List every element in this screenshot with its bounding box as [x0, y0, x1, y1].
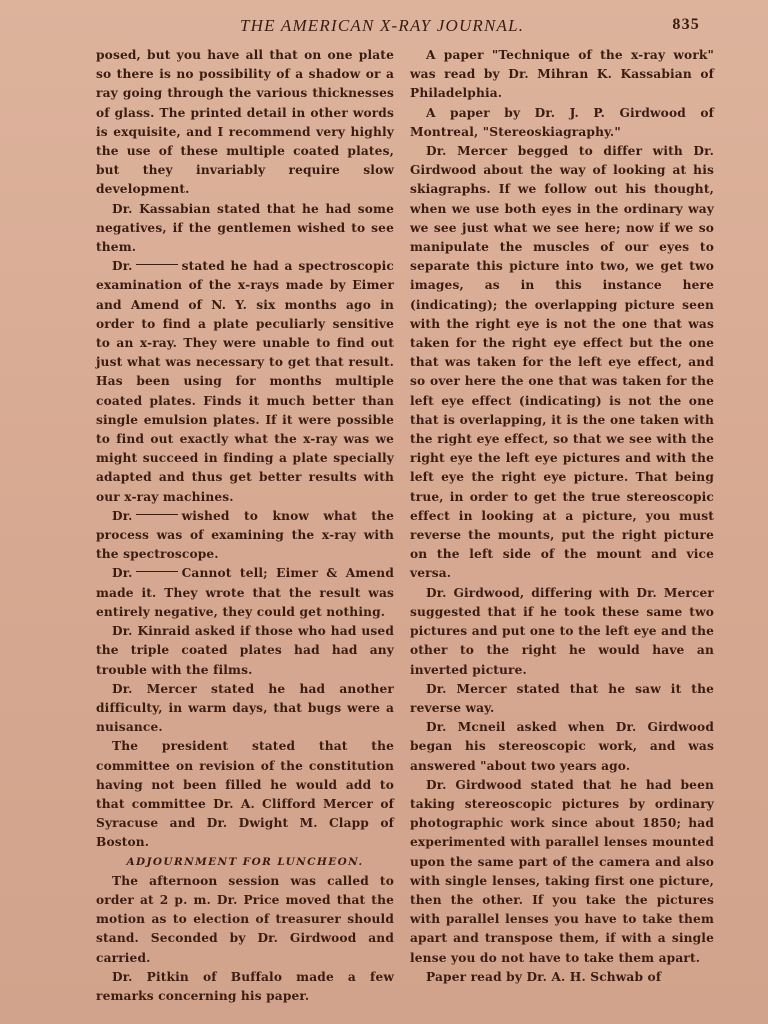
paragraph: A paper "Technique of the x-ray work" was read by Dr. Mihran K. Kassabian of Philadelphia. [410, 48, 714, 101]
paragraph: Dr. Kinraid asked if those who had used the triple coated plates had had any trouble with the films. [96, 624, 394, 677]
speaker-prefix: Dr. [112, 508, 133, 523]
paragraph: Dr. Mercer stated that he saw it the reverse way. [410, 681, 714, 715]
redacted-name-rule [136, 571, 178, 572]
paragraph: Dr. Mcneil asked when Dr. Girdwood began his stereoscopic work, and was answered "about two years ago. [410, 720, 714, 773]
paragraph [96, 507, 394, 565]
right-column [410, 46, 714, 987]
paragraph: Dr. Girdwood stated that he had been taking stereoscopic pictures by ordinary photographic work since about 1850; had experimented with parallel lenses mounted upon the same part of the camera and also with single lenses, taking first one picture, then the other. If you take the pictures with parallel lenses you have to take them apart and transpose them, if with a single lense you do not have to take them apart. [410, 777, 714, 965]
paragraph: Dr. Mercer stated he had another difficulty, in warm days, that bugs were a nuisance. [96, 681, 394, 735]
speaker-prefix: Dr. [112, 259, 133, 274]
paragraph: Paper read by Dr. A. H. Schwab of [426, 969, 662, 984]
paragraph-text: wished to know what the process was of examining the x-ray with the spectroscope. [96, 508, 394, 562]
page-number: 835 [672, 16, 700, 33]
running-header [240, 16, 700, 40]
paragraph: Dr. Kassabian stated that he had some negatives, if the gentlemen wished to see them. [96, 201, 394, 255]
redacted-name-rule [136, 264, 178, 265]
paragraph: Dr. Pitkin of Buffalo made a few remarks concerning his paper. [96, 969, 394, 1003]
paragraph: The president stated that the committee on revision of the constitution having not been filled he would add to that committee Dr. A. Clifford Mercer of Syracuse and Dr. Dwight M. Clapp of Boston. [96, 739, 394, 850]
left-column [96, 46, 394, 1006]
paragraph: posed, but you have all that on one plate so there is no possibility of a shadow or a ray going through the various thicknesses of glass. The printed detail in other words is exquisite, and I recommend very highly the use of these multiple coated plates, but they invariably require slow development. [96, 48, 394, 197]
paragraph: The afternoon session was called to order at 2 p. m. Dr. Price moved that the motion as to election of treasurer should stand. Seconded by Dr. Girdwood and carried. [96, 873, 394, 965]
journal-title: THE AMERICAN X-RAY JOURNAL. [240, 16, 525, 35]
paragraph [96, 257, 394, 507]
speaker-prefix: Dr. [112, 566, 133, 581]
paragraph-text: Cannot tell; Eimer & Amend made it. They wrote that the result was entirely negative, they could get nothing. [96, 566, 394, 619]
paragraph-text: stated he had a spectroscopic examination of the x-rays made by Eimer and Amend of N. Y. six months ago in order to find a plate peculiarly sensitive to an x-ray. They were unable to find out just what was necessary to get that result. Has been using for months multiple coated plates. Finds it much better than single emulsion plates. If it were possible to find out exactly what the x-ray was we might succeed in finding a plate specially adapted and thus get better results with our x-ray machines. [96, 259, 394, 504]
paragraph: A paper by Dr. J. P. Girdwood of Montreal, "Stereoskiagraphy." [410, 105, 714, 139]
paragraph: Dr. Mercer begged to differ with Dr. Girdwood about the way of looking at his skiagraphs. If we follow out his thought, when we use both eyes in the ordinary way we see just what we see here; now if we so manipulate the muscles of our eyes to separate this picture into two, we get two images, as in this instance here (indicating); the overlapping picture seen with the right eye is not the one that was taken for the right eye effect but the one that was taken for the left eye effect, and so over here the one that was taken for the left eye effect (indicating) is not the one that is overlapping, it is the one taken with the right eye effect, so that we see with the right eye the left eye pictures and with the left eye the right eye picture. That being true, in order to get the true stereoscopic effect in looking at a picture, you must reverse the mounts, put the right picture on the left side of the mount and vice versa. [410, 144, 714, 581]
paragraph [96, 564, 394, 622]
section-heading: ADJOURNMENT FOR LUNCHEON. [126, 855, 364, 868]
redacted-name-rule [136, 514, 178, 515]
paragraph: Dr. Girdwood, differing with Dr. Mercer suggested that if he took these same two pictures and put one to the left eye and the other to the right he would have an inverted picture. [410, 585, 714, 677]
